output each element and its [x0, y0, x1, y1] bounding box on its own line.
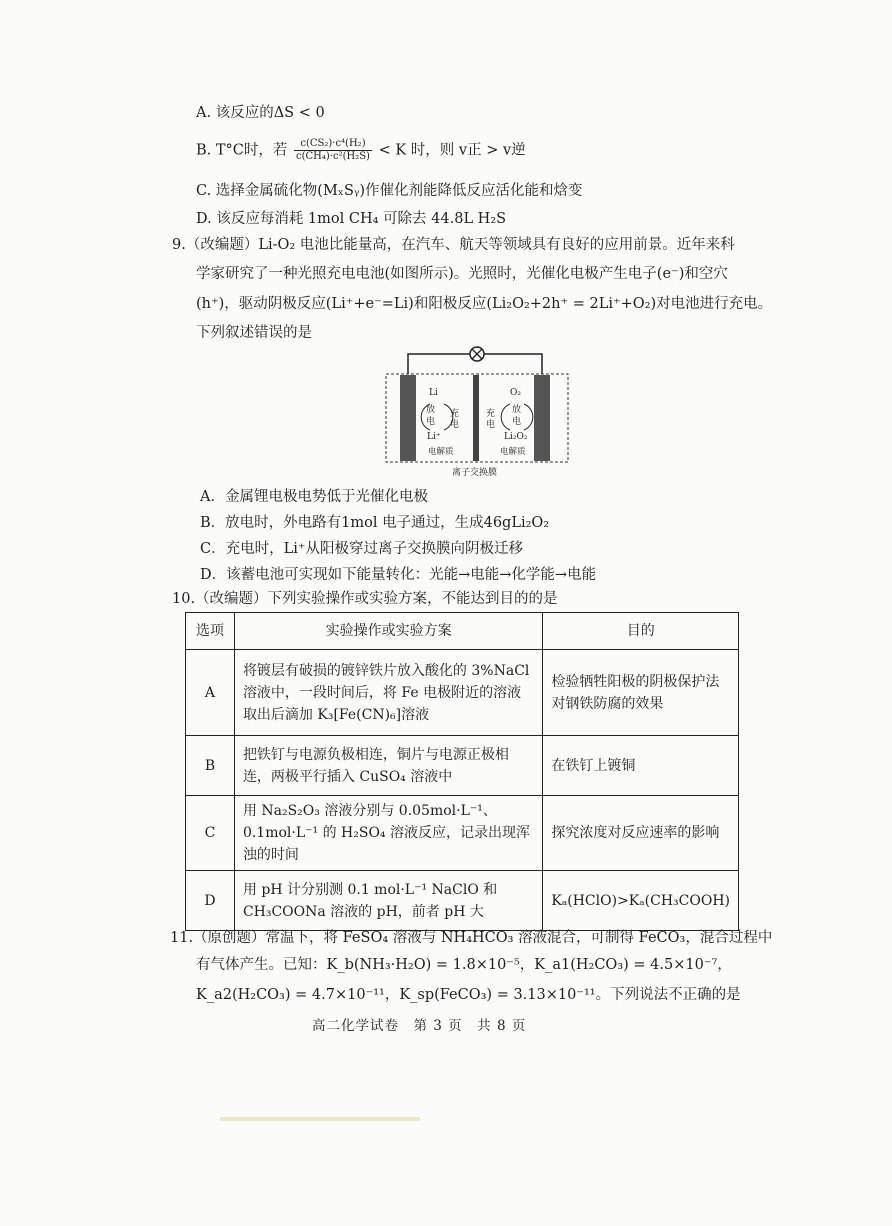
battery-diagram: [382, 344, 572, 480]
fig-right-discharge2: 电: [512, 417, 522, 427]
table-row: [186, 736, 739, 796]
q8-option-b-suffix: < K 时，则 v正 > v逆: [378, 142, 526, 159]
fig-left-electrolyte: 电解质: [428, 447, 454, 457]
fig-left-top: Li: [429, 388, 438, 398]
fig-right-bottom: Li₂O₂: [504, 432, 528, 442]
fig-right-electrolyte: 电解质: [500, 447, 526, 457]
row-method: 把铁钉与电源负极相连，铜片与电源正极相连，两极平行插入 CuSO₄ 溶液中: [234, 736, 542, 796]
q9-stem-line2: 学家研究了一种光照充电电池(如图所示)。光照时，光催化电极产生电子(e⁻)和空穴: [196, 266, 728, 282]
header-option: 选项: [186, 613, 235, 650]
q8-fraction-denominator: c(CH₄)·c²(H₂S): [296, 151, 370, 162]
q8-option-b: [196, 138, 526, 163]
table-row: [186, 871, 739, 931]
fig-membrane-label: 离子交换膜: [452, 468, 498, 478]
q8-option-b-prefix: B. T°C时，若: [196, 142, 288, 159]
lithium-electrode: [400, 375, 416, 461]
row-option: C: [186, 796, 235, 871]
q8-fraction-numerator: c(CS₂)·c⁴(H₂): [294, 138, 372, 151]
q8-option-d: D. 该反应每消耗 1mol CH₄ 可除去 44.8L H₂S: [196, 211, 507, 227]
q9-option-c: C．充电时，Li⁺从阳极穿过离子交换膜向阴极迁移: [200, 541, 524, 557]
row-goal: 探究浓度对反应速率的影响: [543, 796, 739, 871]
row-option: A: [186, 650, 235, 736]
q9-stem-line1: 9.（改编题）Li-O₂ 电池比能量高，在汽车、航天等领域具有良好的应用前景。近年来科: [172, 237, 735, 253]
row-method: 用 Na₂S₂O₃ 溶液分别与 0.05mol·L⁻¹、0.1mol·L⁻¹ 的 H₂SO₄ 溶液反应，记录出现浑浊的时间: [234, 796, 542, 871]
fig-right-discharge: 放: [512, 405, 522, 415]
photocatalytic-electrode: [534, 375, 550, 461]
row-option: B: [186, 736, 235, 796]
row-method: 将镀层有破损的镀锌铁片放入酸化的 3%NaCl 溶液中，一段时间后，将 Fe 电极附近的溶液取出后滴加 K₃[Fe(CN)₆]溶液: [234, 650, 542, 736]
ion-exchange-membrane: [473, 375, 479, 461]
q9-option-b: B．放电时，外电路有1mol 电子通过，生成46gLi₂O₂: [200, 515, 550, 531]
q9-option-a: A．金属锂电极电势低于光催化电极: [200, 489, 428, 505]
fig-left-charge2: 电: [450, 420, 460, 430]
q8-option-a: A. 该反应的ΔS < 0: [196, 105, 325, 121]
q9-option-d: D．该蓄电池可实现如下能量转化：光能→电能→化学能→电能: [200, 567, 597, 583]
q8-fraction: [294, 138, 372, 163]
fig-right-top: O₂: [510, 388, 521, 398]
page-footer: 高二化学试卷 第 3 页 共 8 页: [312, 1018, 527, 1034]
q10-stem: 10.（改编题）下列实验操作或实验方案，不能达到目的的是: [172, 591, 558, 607]
fig-left-bottom: Li⁺: [427, 432, 441, 442]
row-goal: 在铁钉上镀铜: [543, 736, 739, 796]
q11-stem-line1: 11.（原创题）常温下，将 FeSO₄ 溶液与 NH₄HCO₃ 溶液混合，可制得 FeCO₃，混合过程中: [170, 930, 773, 946]
fig-right-charge2: 电: [486, 420, 496, 430]
fig-right-charge: 充: [486, 409, 496, 419]
q9-stem-line3: (h⁺)，驱动阴极反应(Li⁺+e⁻=Li)和阳极反应(Li₂O₂+2h⁺ = 2Li⁺+O₂)对电池进行充电。: [196, 296, 773, 312]
header-method: 实验操作或实验方案: [234, 613, 542, 650]
q8-option-c: C. 选择金属硫化物(MₓSᵧ)作催化剂能降低反应活化能和焓变: [196, 183, 583, 199]
experiment-table: [185, 612, 739, 931]
row-method: 用 pH 计分别测 0.1 mol·L⁻¹ NaClO 和 CH₃COONa 溶液的 pH，前者 pH 大: [234, 871, 542, 931]
row-goal: 检验牺牲阳极的阴极保护法对钢铁防腐的效果: [543, 650, 739, 736]
table-row: [186, 796, 739, 871]
q11-stem-line3: K_a2(H₂CO₃) = 4.7×10⁻¹¹，K_sp(FeCO₃) = 3.13×10⁻¹¹。下列说法不正确的是: [196, 987, 741, 1003]
fig-left-discharge2: 电: [426, 417, 436, 427]
row-goal: Kₐ(HClO)>Kₐ(CH₃COOH): [543, 871, 739, 931]
fig-left-discharge: 放: [426, 405, 436, 415]
fig-left-charge: 充: [450, 409, 460, 419]
q9-stem-line4: 下列叙述错误的是: [196, 325, 312, 341]
battery-diagram-svg: [382, 344, 572, 480]
table-header-row: [186, 613, 739, 650]
row-option: D: [186, 871, 235, 931]
table-row: [186, 650, 739, 736]
q11-stem-line2: 有气体产生。已知：K_b(NH₃·H₂O) = 1.8×10⁻⁵，K_a1(H₂CO₃) = 4.5×10⁻⁷，: [196, 957, 732, 973]
header-goal: 目的: [543, 613, 739, 650]
scan-stain: [220, 1117, 420, 1121]
